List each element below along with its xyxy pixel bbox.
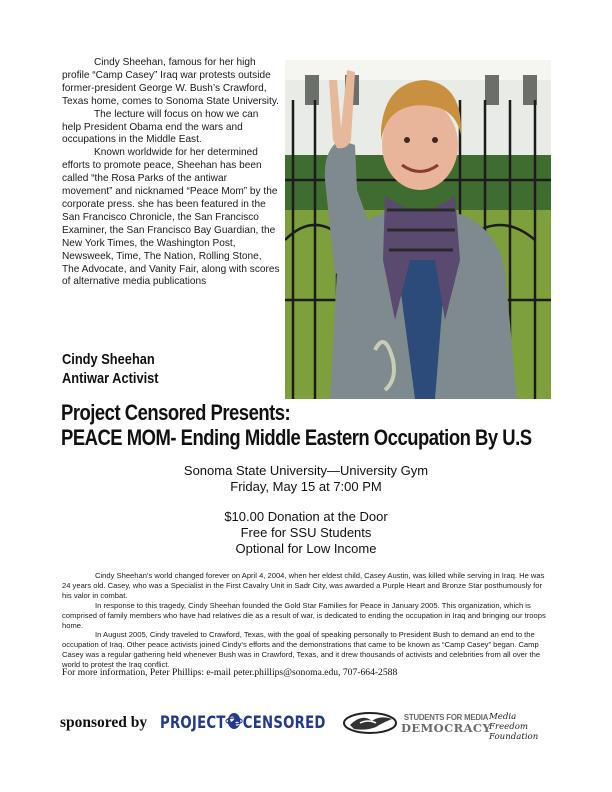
background-story bbox=[62, 571, 552, 670]
speaker-block bbox=[62, 351, 159, 389]
speaker-name: Cindy Sheehan bbox=[62, 352, 155, 368]
intro-paragraph: The lecture will focus on how we can help President Obama end the wars and occupations in the Middle East. bbox=[62, 108, 259, 146]
event-price-block bbox=[0, 509, 612, 557]
intro-paragraph: Known worldwide for her determined efforts to promote peace, Sheehan has been called “the Rosa Parks of the antiwar movement” and nicknamed “Peace Mom” by the corporate press. she has been featured in the San Francisco Chronicle, the San Francisco Examiner, the San Francisco Bay Guardian, the New York Times, the Washington Post, Newsweek, Time, The Nation, Rolling Stone, The Advocate, and Vanity Fair, along with scores of alternative media publications bbox=[62, 147, 280, 288]
event-datetime: Friday, May 15 at 7:00 PM bbox=[230, 479, 382, 494]
story-paragraph: In response to this tragedy, Cindy Sheehan founded the Gold Star Families for Peace in January 2005. This organization, which is comprised of family members who have had relatives die as a result of war, is dedicated to ending the occupation in Iraq and bringing our troops home. bbox=[62, 600, 546, 630]
price-low-income: Optional for Low Income bbox=[235, 541, 377, 556]
headline-line-1: Project Censored Presents: bbox=[61, 400, 291, 425]
intro-text bbox=[62, 57, 280, 289]
story-paragraph: In August 2005, Cindy traveled to Crawford, Texas, with the goal of speaking personally to President Bush to demand an end to the occupation of Iraq. Other peace activists joined Cindy’s efforts and the demonstrations that came to be known as “Camp Casey” began. Camp Casey was a regular gathering held whenever Bush was in Crawford, Texas, and it drew thousands of activists and celebrities from all over the world to protest the Iraq conflict. bbox=[62, 630, 541, 670]
smd-line-2: DEMOCRACY bbox=[401, 721, 492, 735]
event-headline bbox=[61, 400, 553, 450]
students-for-media-democracy-logo bbox=[401, 712, 491, 734]
speaker-portrait-icon bbox=[285, 60, 551, 399]
sponsored-by-label: sponsored by bbox=[60, 714, 148, 731]
project-censored-word-2: CENSORED bbox=[242, 713, 326, 733]
story-paragraph: Cindy Sheehan’s world changed forever on April 4, 2004, when her eldest child, Casey Austin, was killed while serving in Iraq. He was 24 years old. Casey, who was a Specialist in the First Cavalry Unit in Sadr City, was awarded a Purple Heart and Bronze Star posthumously for his valor in combat. bbox=[62, 571, 545, 600]
event-venue-block bbox=[0, 463, 612, 495]
globe-icon bbox=[226, 712, 243, 735]
mff-line-2: Foundation bbox=[489, 732, 539, 742]
speaker-photo bbox=[285, 60, 551, 399]
project-censored-word-1: PROJECT bbox=[160, 713, 226, 733]
price-door: $10.00 Donation at the Door bbox=[224, 509, 388, 524]
headline-line-2: PEACE MOM- Ending Middle Eastern Occupation By U.S bbox=[61, 425, 532, 450]
speaker-role: Antiwar Activist bbox=[62, 371, 159, 387]
mff-line-1: Media Freedom bbox=[489, 712, 529, 732]
project-censored-logo bbox=[160, 712, 326, 735]
contact-info: For more information, Peter Phillips: e-mail peter.phillips@sonoma.edu, 707-664-2588 bbox=[62, 667, 398, 678]
event-venue: Sonoma State University—University Gym bbox=[183, 463, 429, 478]
price-students: Free for SSU Students bbox=[240, 525, 372, 540]
media-freedom-foundation-logo bbox=[489, 712, 555, 742]
bird-logo-icon bbox=[342, 711, 398, 740]
intro-paragraph: Cindy Sheehan, famous for her high profile “Camp Casey” Iraq war protests outside former-president George W. Bush’s Crawford, Texas home, comes to Sonoma State University. bbox=[62, 57, 279, 107]
smd-line-1: STUDENTS FOR MEDIA bbox=[403, 713, 489, 722]
